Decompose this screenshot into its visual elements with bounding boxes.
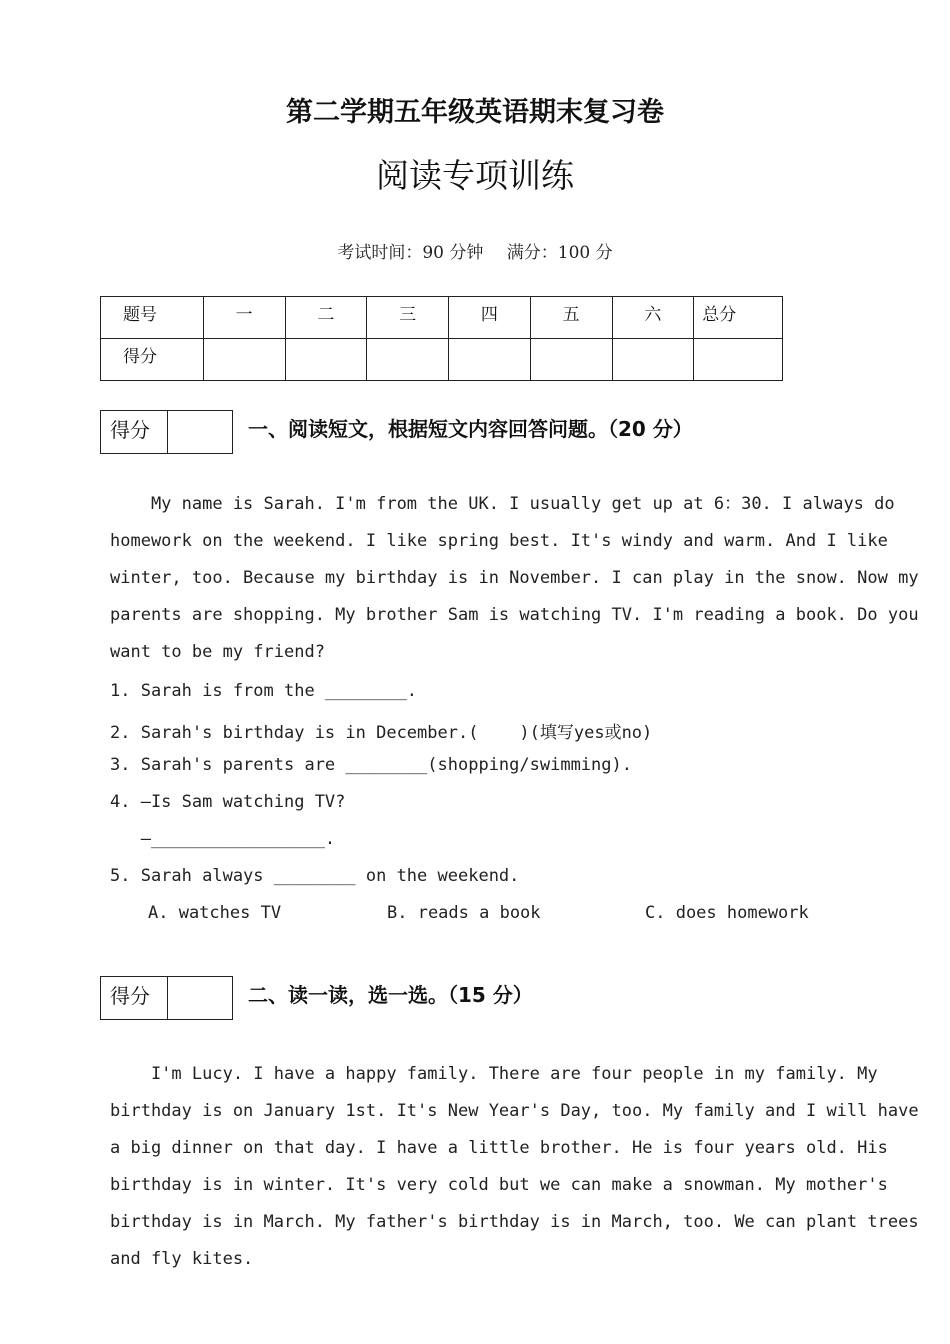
- score-table-header-cell: 总分: [694, 297, 783, 339]
- score-cell[interactable]: [449, 339, 531, 381]
- option-a: A. watches TV: [148, 903, 282, 923]
- question-5: 5. Sarah always ________ on the weekend.: [110, 866, 520, 886]
- score-cell[interactable]: [530, 339, 612, 381]
- passage-line: birthday is in March. My father's birthday is in March, too. We can plant trees: [110, 1212, 919, 1232]
- question-2: 2. Sarah's birthday is in December.( )(填写yes或no): [110, 723, 653, 743]
- score-cell[interactable]: [367, 339, 449, 381]
- score-table-header-row: [101, 297, 783, 339]
- passage-line: and fly kites.: [110, 1249, 254, 1269]
- score-table-score-row: [101, 339, 783, 381]
- score-table-row-label: 得分: [101, 339, 204, 381]
- option-c: C. does homework: [645, 903, 809, 923]
- score-table-header-cell: 三: [367, 297, 449, 339]
- passage-line: I'm Lucy. I have a happy family. There are four people in my family. My: [110, 1064, 878, 1084]
- section2-passage: [110, 1056, 919, 1278]
- section1-heading: 一、阅读短文，根据短文内容回答问题。（20 分）: [248, 417, 693, 441]
- score-table-header-cell: 题号: [101, 297, 204, 339]
- passage-line: birthday is on January 1st. It's New Year's Day, too. My family and I will have: [110, 1101, 919, 1121]
- score-cell[interactable]: [285, 339, 367, 381]
- section2-score-label: 得分: [101, 977, 168, 1019]
- option-b: B. reads a book: [387, 903, 541, 923]
- section1-score-field[interactable]: [168, 411, 232, 453]
- section2-score-box: [100, 976, 233, 1020]
- section2-score-field[interactable]: [168, 977, 232, 1019]
- score-table-header-cell: 二: [285, 297, 367, 339]
- passage-line: My name is Sarah. I'm from the UK. I usually get up at 6：30. I always do: [110, 494, 895, 514]
- exam-info: [0, 238, 950, 263]
- passage-line: a big dinner on that day. I have a little brother. He is four years old. His: [110, 1138, 888, 1158]
- passage-line: winter, too. Because my birthday is in November. I can play in the snow. Now my: [110, 568, 919, 588]
- section2-heading: 二、读一读，选一选。（15 分）: [248, 983, 533, 1007]
- score-table-header-cell: 五: [530, 297, 612, 339]
- question-3: 3. Sarah's parents are ________(shopping/swimming).: [110, 755, 632, 775]
- score-table-header-cell: 一: [203, 297, 285, 339]
- exam-title: 第二学期五年级英语期末复习卷: [286, 97, 664, 128]
- question-4-answer: —_________________.: [110, 829, 336, 849]
- score-cell[interactable]: [203, 339, 285, 381]
- score-cell[interactable]: [612, 339, 694, 381]
- passage-line: parents are shopping. My brother Sam is watching TV. I'm reading a book. Do you: [110, 605, 919, 625]
- score-table: [100, 296, 783, 381]
- exam-subtitle: 阅读专项训练: [376, 156, 574, 195]
- score-table-header-cell: 四: [449, 297, 531, 339]
- section1-passage: [110, 486, 919, 671]
- section1-score-box: [100, 410, 233, 454]
- section1-score-label: 得分: [101, 411, 168, 453]
- score-table-header-cell: 六: [612, 297, 694, 339]
- full-score: 满分：100 分: [506, 243, 613, 263]
- question-1: 1. Sarah is from the ________.: [110, 681, 418, 701]
- exam-time: 考试时间：90 分钟: [337, 243, 484, 263]
- passage-line: want to be my friend?: [110, 642, 325, 662]
- question-4: 4. —Is Sam watching TV?: [110, 792, 346, 812]
- passage-line: birthday is in winter. It's very cold but we can make a snowman. My mother's: [110, 1175, 888, 1195]
- passage-line: homework on the weekend. I like spring best. It's windy and warm. And I like: [110, 531, 888, 551]
- score-cell[interactable]: [694, 339, 783, 381]
